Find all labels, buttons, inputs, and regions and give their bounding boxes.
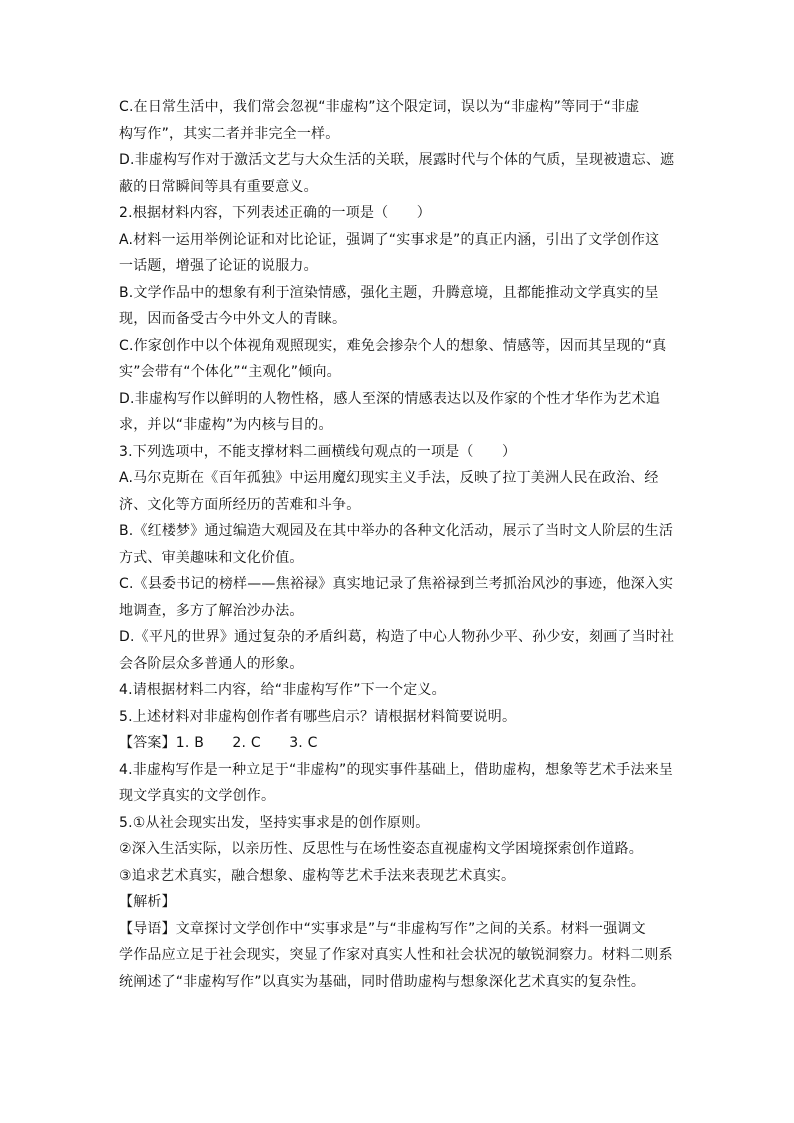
text-line: 求，并以“非虚构”为内核与目的。 <box>119 417 333 433</box>
text-line: 构写作”，其实二者并非完全一样。 <box>119 125 340 142</box>
text-line: A.马尔克斯在《百年孤独》中运用魔幻现实主义手法，反映了拉丁美洲人民在政治、经 <box>119 470 659 486</box>
text-line: A.材料一运用举例论证和对比论证，强调了“实事求是”的真正内涵，引出了文学创作这 <box>119 231 660 248</box>
text-line: 会各阶层众多普通人的形象。 <box>119 655 304 672</box>
text-line: 一话题，增强了论证的说服力。 <box>119 258 318 274</box>
text-line: 济、文化等方面所经历的苦难和斗争。 <box>119 496 361 513</box>
text-line: 实”会带有“个体化”“主观化”倾向。 <box>119 364 341 380</box>
text-line: 5.①从社会现实出发，坚持实事求是的创作原则。 <box>119 814 430 831</box>
text-line: C.《县委书记的榜样——焦裕禄》真实地记录了焦裕禄到兰考抓治风沙的事迹，他深入实 <box>119 576 674 592</box>
text-line: 蔽的日常瞬间等具有重要意义。 <box>119 178 318 195</box>
text-line: 地调查，多方了解治沙办法。 <box>119 602 304 619</box>
question-3-stem: 3.下列选项中，不能支撑材料二画横线句观点的一项是（ ） <box>119 443 517 460</box>
text-line: D.非虚构写作以鲜明的人物性格，感人至深的情感表达以及作家的个性才华作为艺术追 <box>119 390 661 407</box>
text-line: D.非虚构写作对于激活文艺与大众生活的关联，展露时代与个体的气质，呈现被遗忘、遮 <box>119 152 675 168</box>
question-2-stem: 2.根据材料内容，下列表述正确的一项是（ ） <box>119 205 431 221</box>
text-line: 方式、审美趣味和文化价值。 <box>119 549 304 566</box>
question-4-stem: 4.请根据材料二内容，给“非虚构写作”下一个定义。 <box>119 682 446 698</box>
text-line: 现文学真实的文学创作。 <box>119 788 276 804</box>
text-line: ③追求艺术真实，融合想象、虚构等艺术手法来表现艺术真实。 <box>119 867 516 884</box>
analysis-heading: 【解析】 <box>119 894 176 910</box>
text-line: 【导语】文章探讨文学创作中“实事求是”与“非虚构写作”之间的关系。材料一强调文 <box>119 920 646 937</box>
text-line: C.作家创作中以个体视角观照现实，难免会掺杂个人的想象、情感等，因而其呈现的“真 <box>119 337 667 354</box>
document-body <box>119 94 679 995</box>
text-line: 学作品应立足于社会现实，突显了作家对真实人性和社会状况的敏锐洞察力。材料二则系 <box>119 947 673 963</box>
text-line: 现，因而备受古今中外文人的青睐。 <box>119 311 347 327</box>
text-line: B.《红楼梦》通过编造大观园及在其中举办的各种文化活动，展示了当时文人阶层的生活 <box>119 523 674 539</box>
text-line: ②深入生活实际，以亲历性、反思性与在场性姿态直视虚构文学困境探索创作道路。 <box>119 841 643 857</box>
text-line: 4.非虚构写作是一种立足于“非虚构”的现实事件基础上，借助虚构，想象等艺术手法来呈 <box>119 761 674 778</box>
text-line: 统阐述了“非虚构写作”以真实为基础，同时借助虚构与想象深化艺术真实的复杂性。 <box>119 973 646 990</box>
answer-heading: 【答案】1. B 2. C 3. C <box>119 735 318 751</box>
text-line: C.在日常生活中，我们常会忽视“非虚构”这个限定词，误以为“非虚构”等同于“非虚 <box>119 99 640 115</box>
text-line: B.文学作品中的想象有利于渲染情感，强化主题，升腾意境，且都能推动文学真实的呈 <box>119 284 659 301</box>
text-line: D.《平凡的世界》通过复杂的矛盾纠葛，构造了中心人物孙少平、孙少安，刻画了当时社 <box>119 629 675 645</box>
question-5-stem: 5.上述材料对非虚构创作者有哪些启示？请根据材料简要说明。 <box>119 708 517 725</box>
